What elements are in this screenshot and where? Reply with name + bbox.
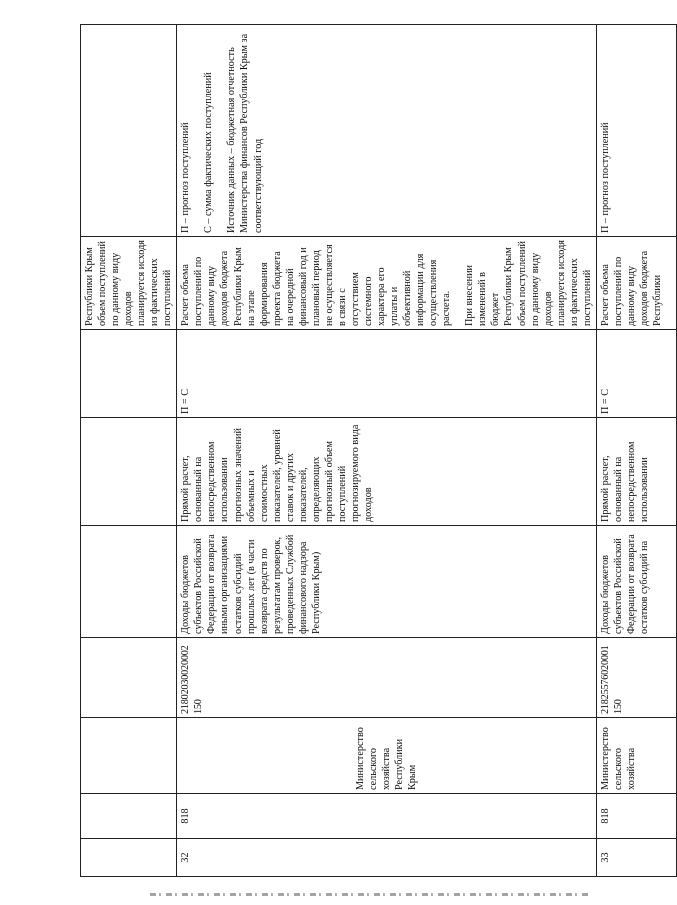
table-row-32 <box>177 25 596 877</box>
algorithm-text: Расчет объема поступлений по данному виду доходов бюджета Республики Крым на этапе формирования проекта бюджета на очередной финансовый год и плановый период не осуществляется в связи с отсутствием системного характера его уплаты и объективной информации для осуществления расчета. <box>180 244 453 326</box>
cell-notes <box>81 25 177 237</box>
notes-sum: С – сумма фактических поступлений <box>203 72 215 233</box>
cell-admin-code: 818 <box>177 794 596 839</box>
rotated-table-sheet <box>80 25 663 877</box>
algorithm-text-2: При внесении изменений в бюджет Республики Крым объем поступлений по данному виду доходов планируется исходя из фактических поступлений <box>464 240 593 326</box>
cell-kbk-code <box>81 638 177 718</box>
cell-algorithm: Расчет объема поступлений по данному виду доходов бюджета Республики <box>596 237 676 330</box>
cell-formula <box>81 330 177 418</box>
table-row-33 <box>596 25 676 877</box>
cell-num <box>81 839 177 877</box>
cell-admin-code <box>81 794 177 839</box>
cell-notes <box>177 25 596 237</box>
cell-num: 32 <box>177 839 596 877</box>
cell-notes: П – прогноз поступлений <box>596 25 676 237</box>
scan-artifact-line <box>150 893 590 896</box>
notes-source: Источник данных – бюджетная отчетность Министерства финансов Республики Крым за соответствующий год <box>226 33 264 233</box>
cell-admin-code: 818 <box>596 794 676 839</box>
notes-forecast: П – прогноз поступлений <box>180 122 192 233</box>
cell-kbk-code: 21825576020001150 <box>596 638 676 718</box>
cell-ministry <box>81 718 177 794</box>
income-forecast-table <box>80 24 677 877</box>
cell-income-name <box>81 526 177 638</box>
cell-algorithm <box>177 237 596 330</box>
cell-num: 33 <box>596 839 676 877</box>
cell-ministry: Министерство сельского хозяйства <box>596 718 676 794</box>
table-row-continuation <box>81 25 177 877</box>
cell-formula: П = С <box>596 330 676 418</box>
cell-formula: П = С <box>177 330 596 418</box>
cell-algorithm: Республики Крым объем поступлений по данному виду доходов планируется исходя из фактических поступлений <box>81 237 177 330</box>
cell-income-name: Доходы бюджетов субъектов Российской Федерации от возврата иными организациями остатков субсидий прошлых лет (в части возврата средств по результатам проверок, проведенных Службой финансового надзора Республики Крым) <box>177 526 596 638</box>
cell-method: Прямой расчет, основанный на непосредственном использовании <box>596 418 676 526</box>
cell-income-name: Доходы бюджетов субъектов Российской Федерации от возврата остатков субсидий на <box>596 526 676 638</box>
cell-method: Прямой расчет, основанный на непосредственном использовании прогнозных значений объемных и стоимостных показателей, уровней ставок и других показателей, определяющих прогнозный объем поступлений прогнозируемого вида доходов <box>177 418 596 526</box>
cell-kbk-code: 21802030020002150 <box>177 638 596 718</box>
cell-ministry: Министерство сельского хозяйства Республики Крым <box>177 718 596 794</box>
cell-method <box>81 418 177 526</box>
